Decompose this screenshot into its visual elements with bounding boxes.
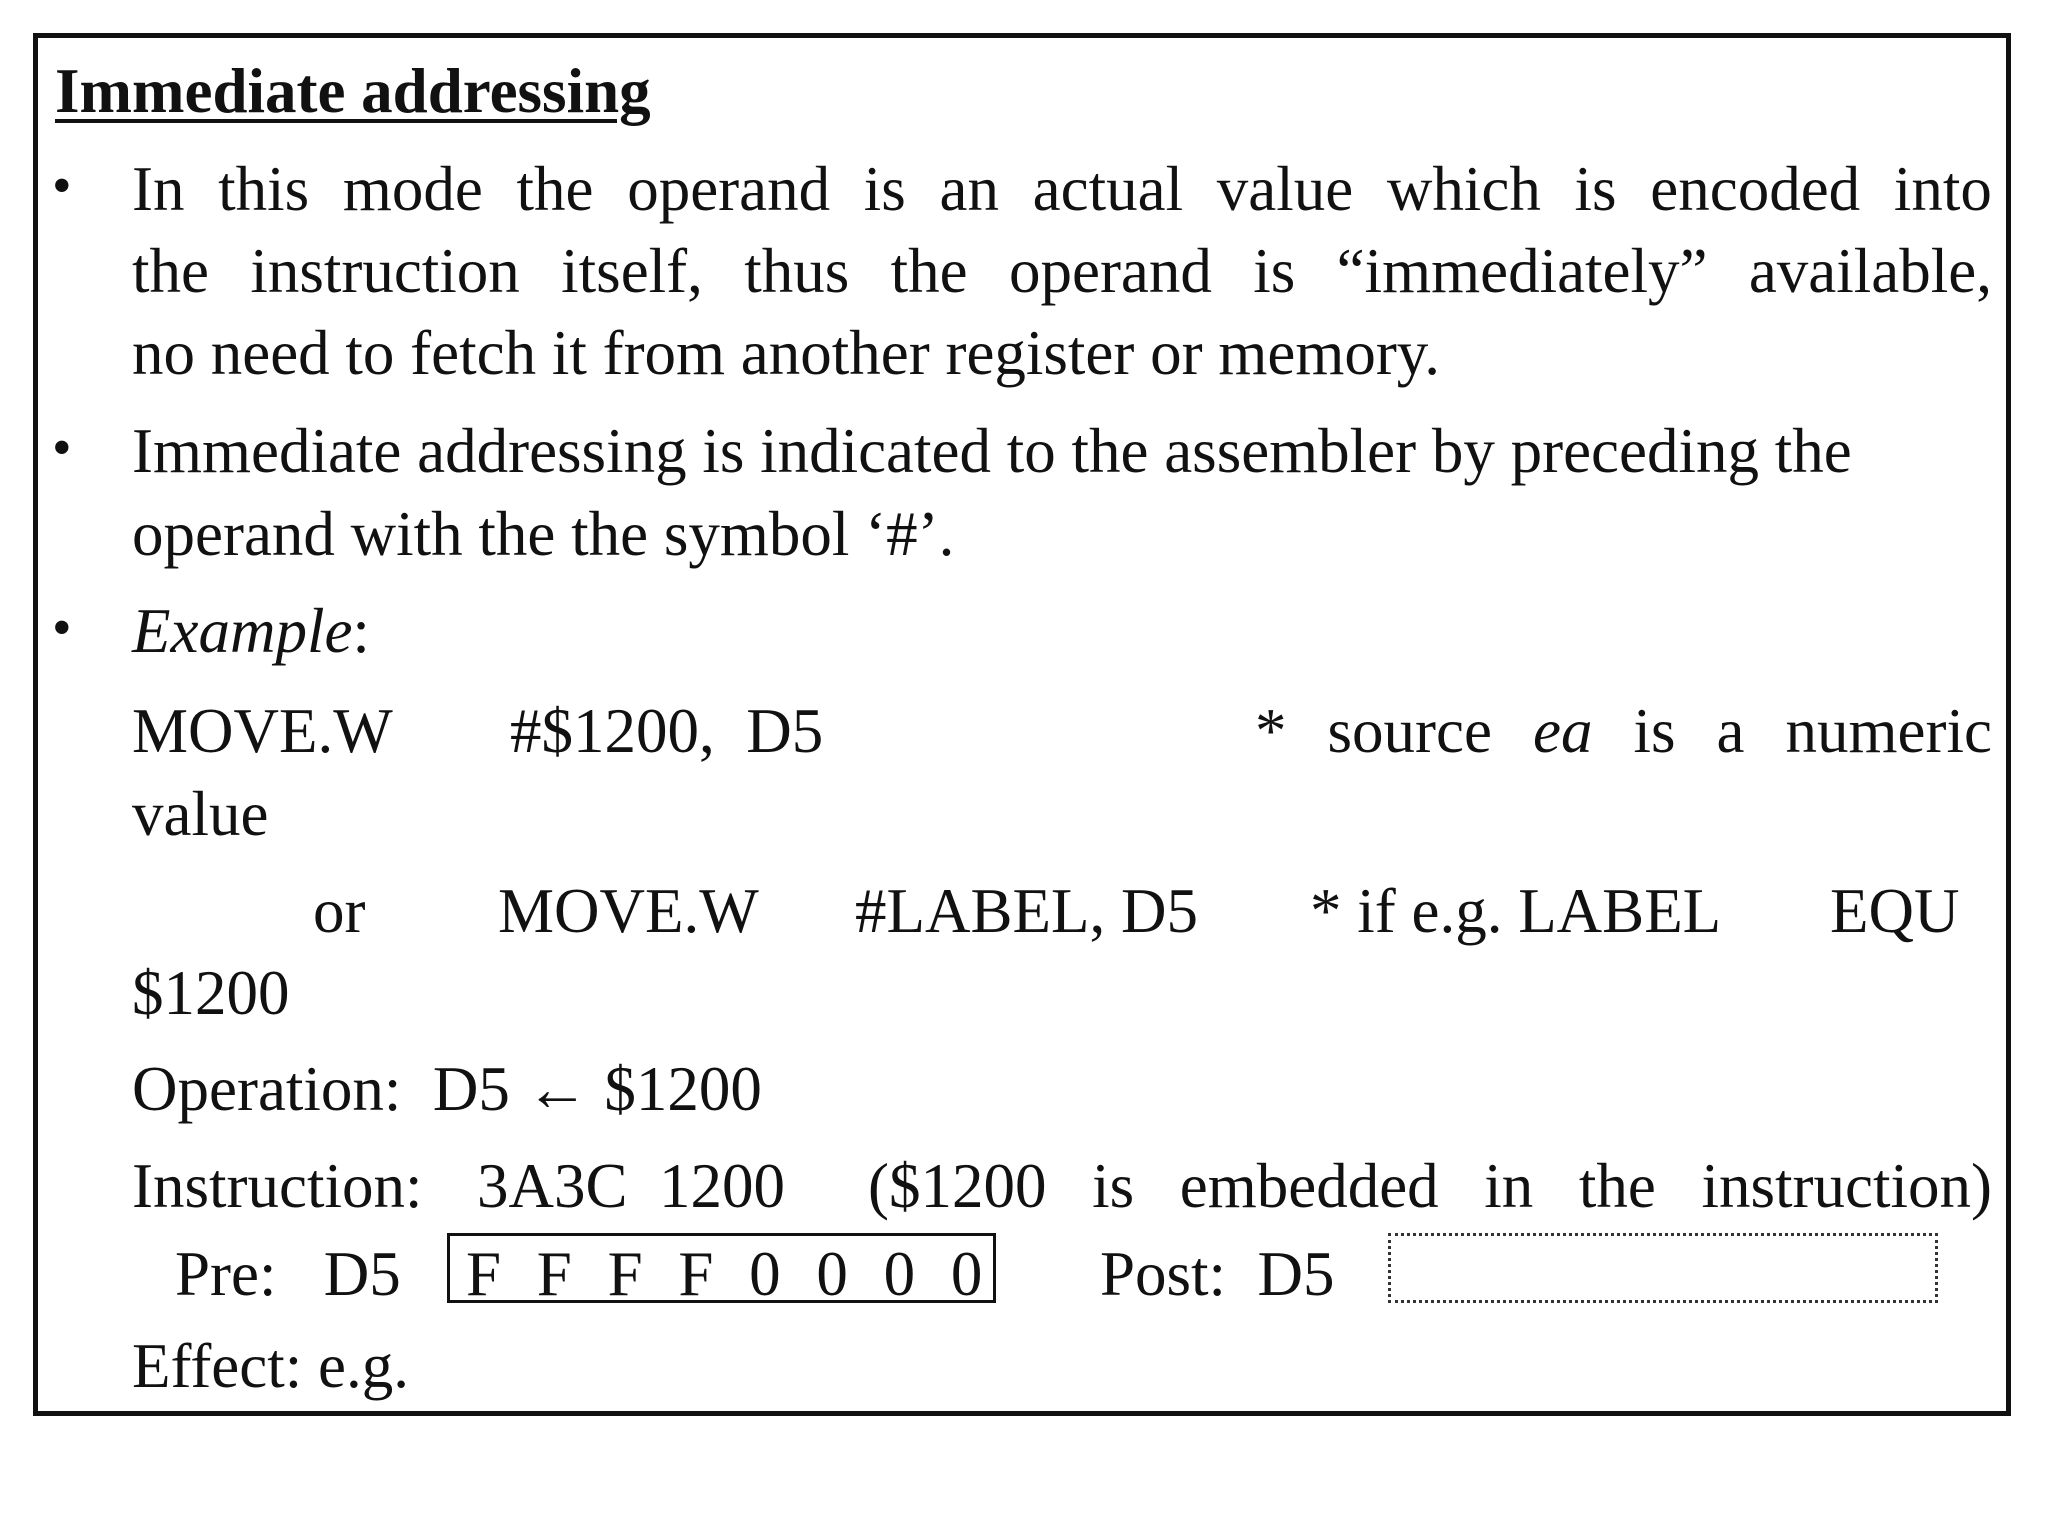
- operation-line: Operation: D5 ← $1200: [132, 1054, 762, 1124]
- example-2-comment-equ: EQU: [1830, 876, 1960, 946]
- example-1-comment: * source ea is a numeric: [1255, 696, 1992, 766]
- bullet-1-marker: •: [52, 155, 72, 217]
- bullet-1-line-2: the instruction itself, thus the operand is “immediately” available,: [132, 236, 1992, 306]
- example-2-comment-wrap: $1200: [132, 958, 290, 1028]
- post-register-box: [1388, 1233, 1938, 1303]
- instruction-note: ($1200 is embedded in the instruction): [868, 1151, 1992, 1221]
- example-2-operands: #LABEL, D5: [855, 876, 1198, 946]
- bullet-1-line-3: no need to fetch it from another register or memory.: [132, 318, 1440, 388]
- pre-register-value: F F F F 0 0 0 0: [466, 1239, 986, 1309]
- post-label: Post: D5: [1100, 1239, 1335, 1309]
- example-label: Example:: [132, 596, 370, 666]
- bullet-2-line-1: Immediate addressing is indicated to the assembler by preceding the: [132, 416, 1852, 486]
- bullet-2-marker: •: [52, 417, 72, 479]
- bullet-1-line-1: In this mode the operand is an actual value which is encoded into: [132, 154, 1992, 224]
- example-1-opcode: MOVE.W: [132, 696, 393, 766]
- slide-title: Immediate addressing: [55, 56, 651, 126]
- example-2-comment: * if e.g. LABEL: [1310, 876, 1722, 946]
- pre-label: Pre: D5: [175, 1239, 401, 1309]
- example-or: or: [313, 876, 366, 946]
- bullet-2-line-2: operand with the the symbol ‘#’.: [132, 499, 955, 569]
- instruction-label: Instruction:: [132, 1151, 423, 1221]
- example-1-operands: #$1200, D5: [510, 696, 824, 766]
- effect-line: Effect: e.g.: [132, 1331, 409, 1401]
- example-1-comment-wrap: value: [132, 779, 269, 849]
- instruction-code: 3A3C 1200: [477, 1151, 786, 1221]
- bullet-3-marker: •: [52, 597, 72, 659]
- example-2-opcode: MOVE.W: [498, 876, 759, 946]
